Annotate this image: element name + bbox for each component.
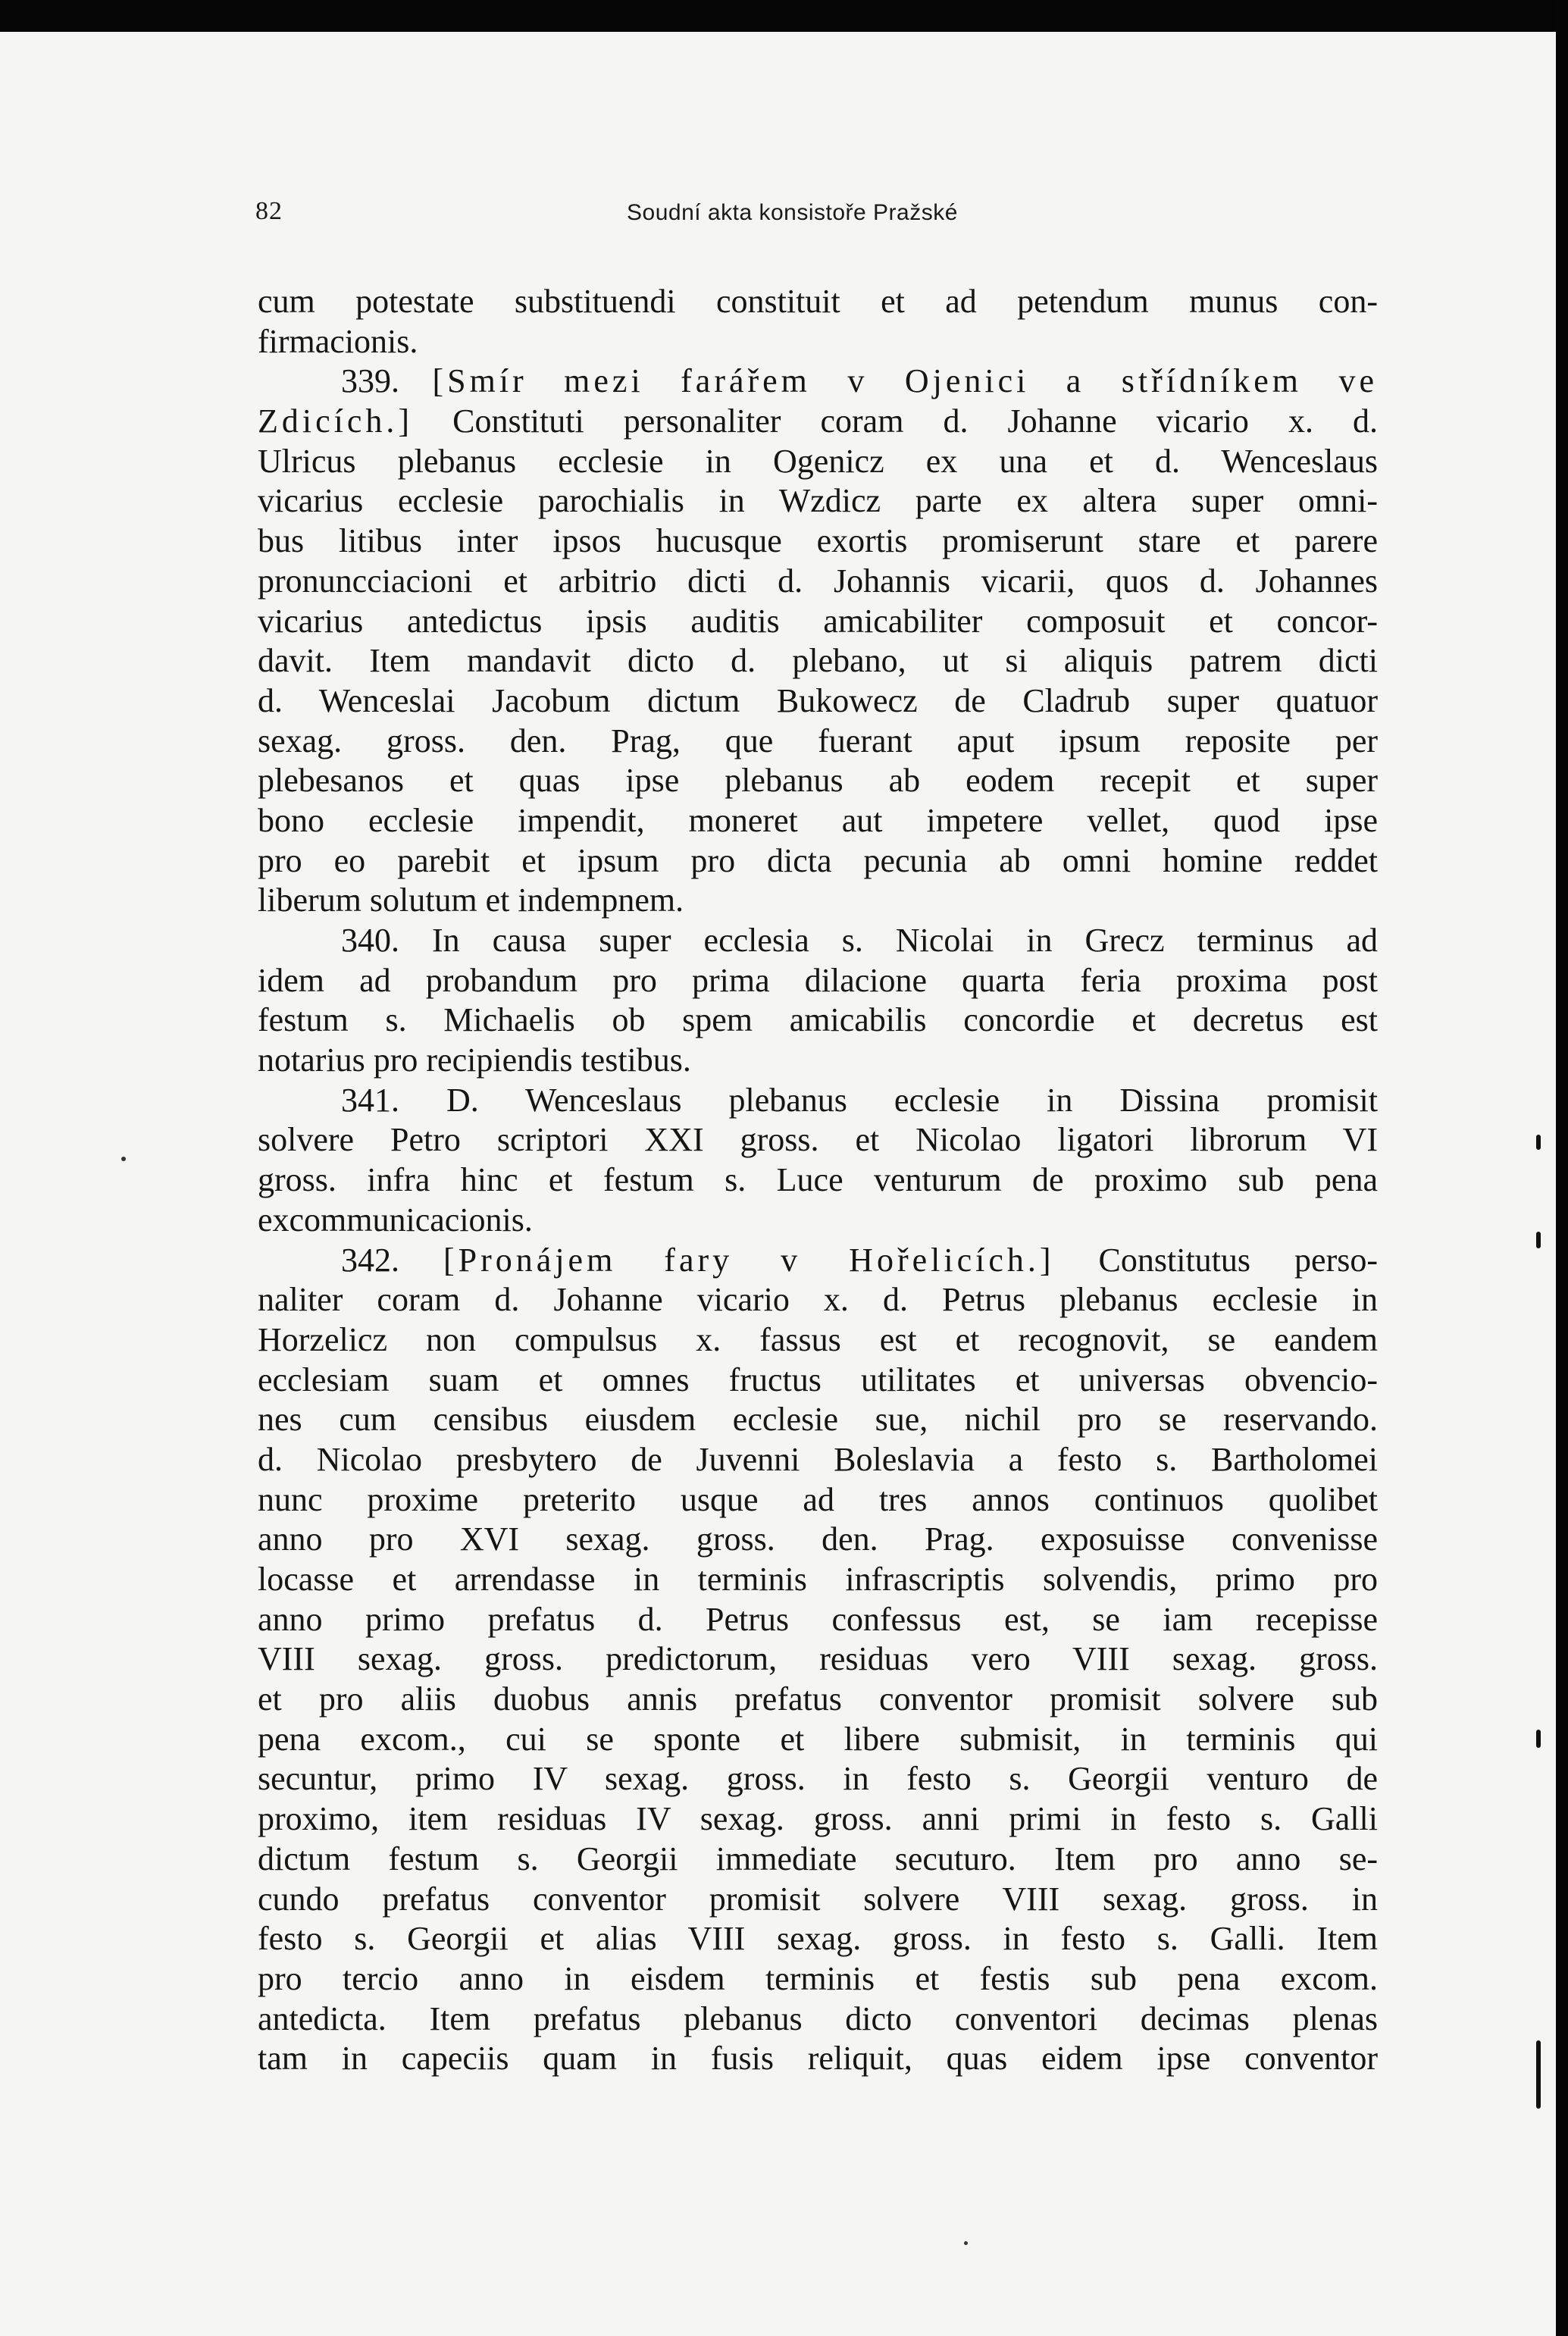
text-line: festo s. Georgii et alias VIII sexag. gross. in festo s. Galli. Item <box>258 1920 1378 1958</box>
text-line: vicarius antedictus ipsis auditis amicabiliter composuit et concor- <box>258 602 1378 640</box>
text-line: locasse et arrendasse in terminis infrascriptis solvendis, primo pro <box>258 1561 1378 1598</box>
text-line: firmacionis. <box>258 322 418 360</box>
entry-342-heading-line <box>258 1241 1378 1281</box>
text-line: nunc proxime preterito usque ad tres annos continuos quolibet <box>258 1480 1378 1518</box>
scan-right-border <box>1556 0 1568 2336</box>
text-line: idem ad probandum pro prima dilacione quarta feria proxima post <box>258 961 1378 999</box>
text-line: vicarius ecclesie parochialis in Wzdicz parte ex altera super omni- <box>258 482 1378 520</box>
text-line: Ulricus plebanus ecclesie in Ogenicz ex una et d. Wenceslaus <box>258 442 1378 480</box>
text-line: anno pro XVI sexag. gross. den. Prag. exposuisse convenisse <box>258 1520 1378 1558</box>
text-line: cum potestate substituendi constituit et ad petendum munus con- <box>258 283 1378 320</box>
book-page <box>0 32 1556 2336</box>
entry-number: 339. <box>341 362 399 400</box>
text-line: nes cum censibus eiusdem ecclesie sue, nichil pro se reservando. <box>258 1401 1378 1439</box>
text-line: notarius pro recipiendis testibus. <box>258 1041 691 1079</box>
entry-number: 342. <box>341 1241 399 1279</box>
entry-text: Constitutus perso- <box>1098 1241 1378 1279</box>
scan-top-border <box>0 0 1568 32</box>
text-line: pena excom., cui se sponte et libere submisit, in terminis qui <box>258 1720 1378 1758</box>
edge-mark <box>1536 1232 1541 1248</box>
entry-heading-continued: Zdicích.] <box>258 402 414 440</box>
text-line: naliter coram d. Johanne vicario x. d. Petrus plebanus ecclesie in <box>258 1281 1378 1319</box>
text-line: pro eo parebit et ipsum pro dicta pecunia ab omni homine reddet <box>258 841 1378 879</box>
text-line: plebesanos et quas ipse plebanus ab eodem recepit et super <box>258 762 1378 800</box>
entry-341-first-line: 341. D. Wenceslaus plebanus ecclesie in Dissina promisit <box>341 1081 1378 1119</box>
text-line: sexag. gross. den. Prag, que fuerant aput ipsum reposite per <box>258 722 1378 759</box>
text-line <box>258 402 1378 442</box>
body-text <box>258 282 1378 2079</box>
scan-edge-marks <box>1536 32 1556 2336</box>
edge-mark <box>1536 2040 1541 2109</box>
text-line: excommunicacionis. <box>258 1201 533 1238</box>
text-line: d. Nicolao presbytero de Juvenni Boleslavia a festo s. Bartholomei <box>258 1440 1378 1478</box>
page-number: 82 <box>255 197 283 225</box>
text-line: anno primo prefatus d. Petrus confessus est, se iam recepisse <box>258 1600 1378 1638</box>
text-line: bus litibus inter ipsos hucusque exortis promiserunt stare et parere <box>258 522 1378 560</box>
text-line: et pro aliis duobus annis prefatus conventor promisit solvere sub <box>258 1680 1378 1718</box>
text-line: secuntur, primo IV sexag. gross. in festo s. Georgii venturo de <box>258 1760 1378 1798</box>
text-line: antedicta. Item prefatus plebanus dicto conventori decimas plenas <box>258 1999 1378 2037</box>
text-line: d. Wenceslai Jacobum dictum Bukowecz de Cladrub super quatuor <box>258 681 1378 719</box>
scan-speck <box>121 1157 126 1161</box>
text-line: davit. Item mandavit dicto d. plebano, ut si aliquis patrem dicti <box>258 642 1378 680</box>
text-line: pro tercio anno in eisdem terminis et festis sub pena excom. <box>258 1959 1378 1997</box>
entry-339-heading-line <box>258 362 1378 402</box>
text-line: liberum solutum et indempnem. <box>258 881 684 919</box>
text-line: Horzelicz non compulsus x. fassus est et recognovit, se eandem <box>258 1320 1378 1358</box>
text-line: solvere Petro scriptori XXI gross. et Nicolao ligatori librorum VI <box>258 1121 1378 1159</box>
text-line: proximo, item residuas IV sexag. gross. anni primi in festo s. Galli <box>258 1800 1378 1838</box>
text-line: pronuncciacioni et arbitrio dicti d. Johannis vicarii, quos d. Johannes <box>258 562 1378 600</box>
entry-heading: [Pronájem fary v Hořelicích.] <box>443 1241 1055 1279</box>
text-line: bono ecclesie impendit, moneret aut impetere vellet, quod ipse <box>258 801 1378 839</box>
text-line: VIII sexag. gross. predictorum, residuas vero VIII sexag. gross. <box>258 1640 1378 1678</box>
text-line: cundo prefatus conventor promisit solvere VIII sexag. gross. in <box>258 1880 1378 1918</box>
edge-mark <box>1536 1135 1541 1150</box>
text-line: ecclesiam suam et omnes fructus utilitates et universas obvencio- <box>258 1361 1378 1398</box>
entry-text: Constituti personaliter coram d. Johanne vicario x. d. <box>452 402 1378 440</box>
text-line: gross. infra hinc et festum s. Luce venturum de proximo sub pena <box>258 1161 1378 1199</box>
scan-speck <box>964 2241 968 2245</box>
page-header <box>255 197 1377 243</box>
text-line: festum s. Michaelis ob spem amicabilis concordie et decretus est <box>258 1001 1378 1039</box>
text-line: tam in capeciis quam in fusis reliquit, quas eidem ipse conventor <box>258 2040 1378 2078</box>
entry-heading: [Smír mezi farářem v Ojenici a střídníkem ve <box>432 362 1378 400</box>
edge-mark <box>1536 1730 1541 1748</box>
text-line: dictum festum s. Georgii immediate secuturo. Item pro anno se- <box>258 1840 1378 1877</box>
running-title: Soudní akta konsistoře Pražské <box>627 200 958 225</box>
entry-340-first-line: 340. In causa super ecclesia s. Nicolai in Grecz terminus ad <box>341 922 1378 959</box>
